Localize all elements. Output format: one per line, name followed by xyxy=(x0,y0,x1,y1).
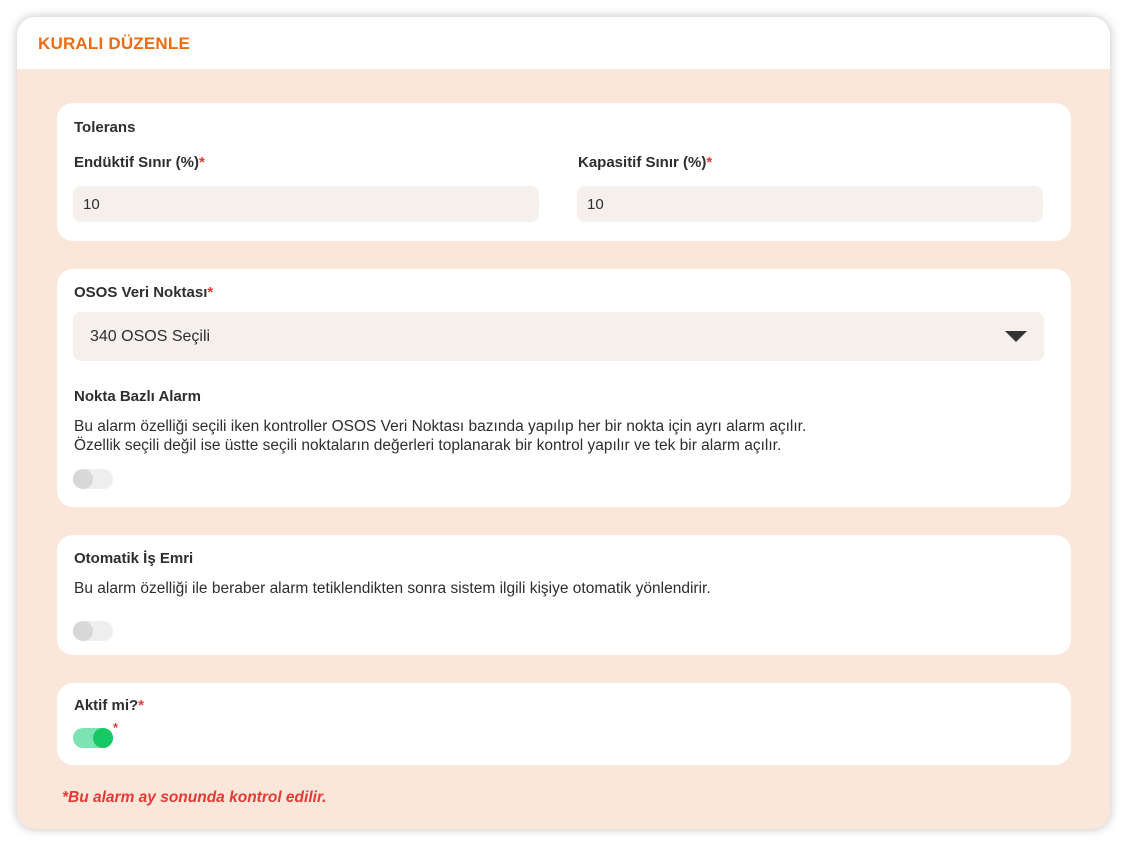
active-label-text: Aktif mi? xyxy=(74,697,139,714)
modal-header xyxy=(17,17,1110,69)
point-alarm-desc-line1: Bu alarm özelliği seçili iken kontroller OSOS Veri Noktası bazında yapılıp her bir nokta için ayrı alarm açılır. xyxy=(74,418,807,435)
toggle-knob xyxy=(93,728,113,748)
caret-down-icon xyxy=(1005,331,1027,342)
inductive-limit-label xyxy=(74,154,205,171)
work-order-title: Otomatik İş Emri xyxy=(74,550,194,567)
toggle-knob xyxy=(73,621,93,641)
work-order-card xyxy=(57,535,1071,655)
capacitive-limit-input[interactable] xyxy=(577,186,1043,222)
work-order-toggle[interactable] xyxy=(73,621,113,641)
osos-selected-value: 340 OSOS Seçili xyxy=(90,328,211,345)
osos-data-point-select[interactable] xyxy=(73,312,1044,361)
point-alarm-title: Nokta Bazlı Alarm xyxy=(74,388,201,405)
inductive-limit-label-text: Endüktif Sınır (%) xyxy=(74,154,199,171)
required-marker: * xyxy=(113,720,119,735)
footnote: *Bu alarm ay sonunda kontrol edilir. xyxy=(62,789,327,806)
tolerance-card xyxy=(57,103,1071,241)
capacitive-limit-label-text: Kapasitif Sınır (%) xyxy=(578,154,707,171)
required-marker: * xyxy=(199,154,205,171)
point-alarm-toggle[interactable] xyxy=(73,469,113,489)
required-marker: * xyxy=(706,154,713,171)
osos-data-point-label xyxy=(74,284,213,301)
osos-data-point-label-text: OSOS Veri Noktası xyxy=(74,284,208,301)
tolerance-title: Tolerans xyxy=(74,119,136,136)
inductive-limit-input[interactable] xyxy=(73,186,539,222)
modal-title: KURALI DÜZENLE xyxy=(38,34,191,53)
capacitive-limit-label xyxy=(578,154,712,171)
edit-rule-modal xyxy=(17,17,1110,829)
osos-card xyxy=(57,269,1071,507)
active-label xyxy=(74,697,144,714)
work-order-desc: Bu alarm özelliği ile beraber alarm tetiklendikten sonra sistem ilgili kişiye otomatik yönlendirir. xyxy=(74,580,711,597)
active-card xyxy=(57,683,1071,765)
toggle-knob xyxy=(73,469,93,489)
required-marker: * xyxy=(207,284,214,301)
point-alarm-desc-line2: Özellik seçili değil ise üstte seçili noktaların değerleri toplanarak bir kontrol yapılır ve tek bir alarm açılır. xyxy=(74,437,782,454)
active-toggle[interactable] xyxy=(73,728,113,748)
required-marker: * xyxy=(138,697,145,714)
